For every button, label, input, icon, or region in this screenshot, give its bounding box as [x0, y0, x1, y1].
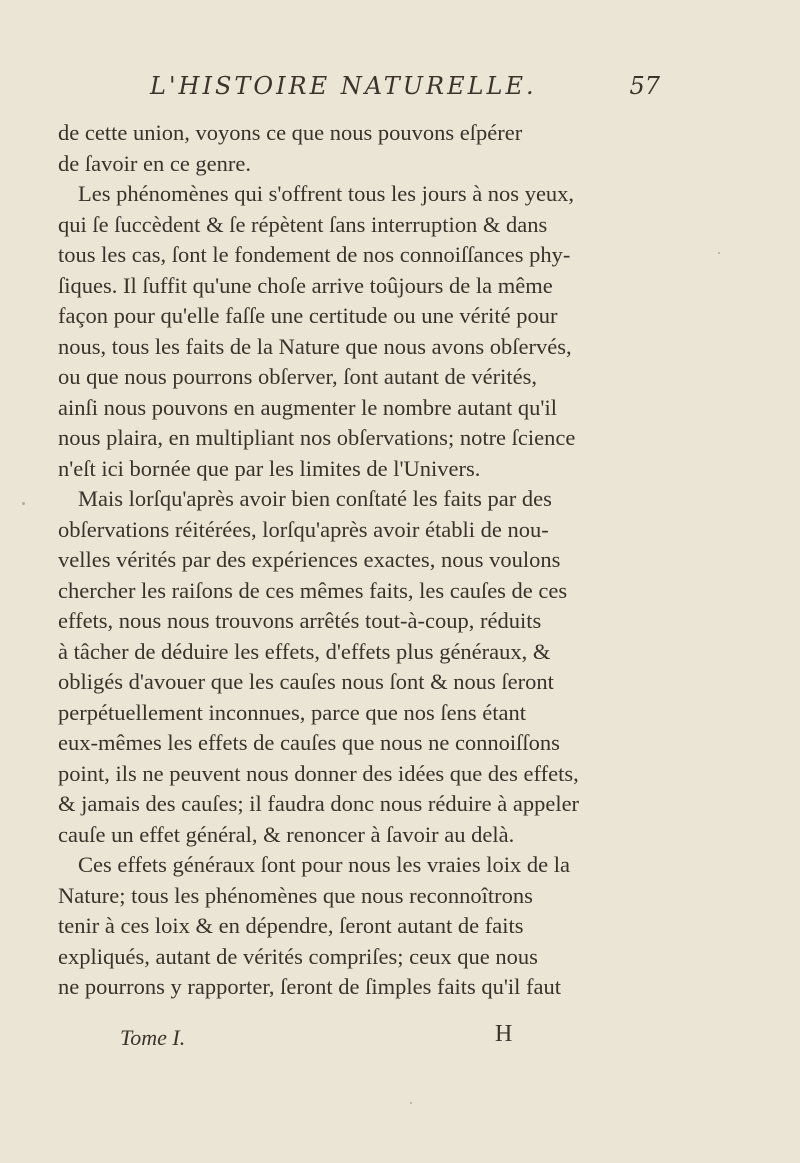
- text-line: obligés d'avouer que les cauſes nous ſont & nous ſeront: [58, 669, 554, 694]
- text-line: velles vérités par des expériences exactes, nous voulons: [58, 547, 561, 572]
- text-line: ſiques. Il ſuffit qu'une choſe arrive toûjours de la même: [58, 272, 553, 298]
- text-line: obſervations réitérées, lorſqu'après avoir établi de nou-: [58, 516, 549, 542]
- text-line: tenir à ces loix & en dépendre, ſeront autant de faits: [58, 913, 524, 938]
- text-line: Ces effets généraux ſont pour nous les vraies loix de la: [78, 852, 570, 877]
- text-line: Les phénomènes qui s'offrent tous les jours à nos yeux,: [78, 181, 575, 206]
- text-line: nous plaira, en multipliant nos obſervations; notre ſcience: [58, 425, 576, 450]
- text-line: expliqués, autant de vérités compriſes; ceux que nous: [58, 943, 538, 969]
- text-line: n'eſt ici bornée que par les limites de l'Univers.: [58, 455, 481, 481]
- text-line: Mais lorſqu'après avoir bien conſtaté les faits par des: [78, 486, 552, 511]
- text-line: ne pourrons y rapporter, ſeront de ſimples faits qu'il faut: [58, 974, 562, 999]
- running-head: L'HISTOIRE NATURELLE.: [150, 72, 537, 100]
- text-line: cauſe un effet général, & renoncer à ſavoir au delà.: [58, 821, 515, 847]
- paper-speck: [718, 252, 720, 254]
- text-line: de cette union, voyons ce que nous pouvons eſpérer: [58, 120, 523, 145]
- text-line: & jamais des cauſes; il faudra donc nous réduire à appeler: [58, 791, 580, 816]
- text-line: de ſavoir en ce genre.: [58, 150, 252, 176]
- text-line: ou que nous pourrons obſerver, ſont autant de vérités,: [58, 364, 537, 389]
- page-header: [150, 72, 660, 108]
- text-line: façon pour qu'elle faſſe une certitude ou une vérité pour: [58, 303, 558, 328]
- text-line: eux-mêmes les effets de cauſes que nous ne connoiſſons: [58, 730, 560, 755]
- body-text: [58, 118, 698, 1003]
- paper-speck: [410, 1102, 412, 1104]
- signature-mark: H: [495, 1021, 513, 1047]
- text-line: ainſi nous pouvons en augmenter le nombre autant qu'il: [58, 394, 557, 420]
- text-line: tous les cas, ſont le fondement de nos connoiſſances phy-: [58, 242, 571, 267]
- paper-speck: [22, 502, 25, 505]
- text-line: à tâcher de déduire les effets, d'effets plus généraux, &: [58, 638, 551, 664]
- text-line: point, ils ne peuvent nous donner des idées que des effets,: [58, 760, 579, 786]
- text-line: effets, nous nous trouvons arrêtés tout-à-coup, réduits: [58, 608, 542, 633]
- text-line: chercher les raiſons de ces mêmes faits, les cauſes de ces: [58, 577, 568, 603]
- page-number: 57: [629, 72, 660, 100]
- text-line: perpétuellement inconnues, parce que nos ſens étant: [58, 699, 526, 725]
- volume-label: Tome I.: [120, 1025, 186, 1050]
- text-line: nous, tous les faits de la Nature que nous avons obſervés,: [58, 333, 572, 359]
- text-line: Nature; tous les phénomènes que nous reconnoîtrons: [58, 882, 533, 908]
- text-line: qui ſe ſuccèdent & ſe répètent ſans interruption & dans: [58, 211, 548, 237]
- page-footer: [120, 1021, 520, 1057]
